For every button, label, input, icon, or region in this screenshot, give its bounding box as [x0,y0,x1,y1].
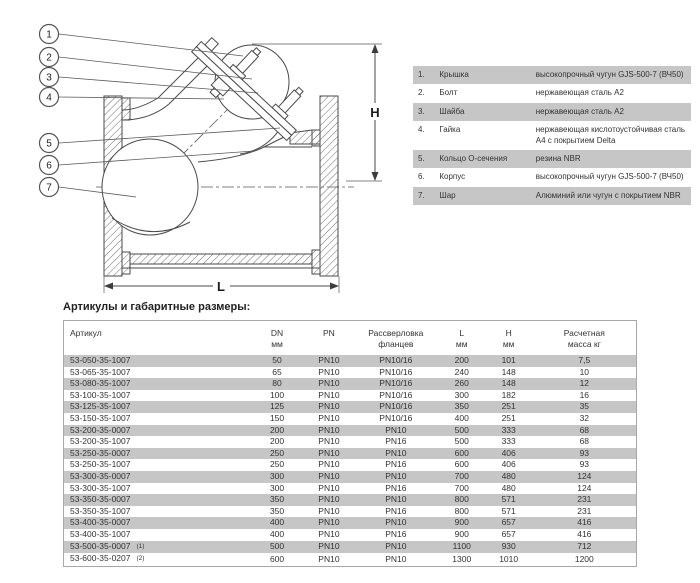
drill-cell: PN16 [385,482,407,493]
part-name: Корпус [439,172,466,182]
part-name: Шайба [439,106,465,116]
pn-cell: PN10 [318,470,340,481]
callout-4 [40,88,59,107]
article-cell [64,553,250,566]
right-flange [320,96,338,276]
pn-cell: PN10 [318,505,340,516]
drill-cell: PN10 [385,447,407,458]
mass-cell: 231 [577,505,592,516]
table-row [64,483,637,495]
h-cell: 148 [501,366,516,377]
article-cell [64,448,250,460]
parts-row [413,168,691,186]
column-header: Артикул [70,328,102,338]
column-header: Рассверловка [368,328,424,338]
article-number: 53-500-35-0007 [70,540,131,551]
table-row [64,448,637,460]
h-cell: 657 [501,517,516,528]
dn-cell: 100 [269,389,285,400]
table-row [64,506,637,518]
dim-l-label: L [217,279,225,294]
table-row [64,425,637,437]
l-cell: 900 [454,528,469,539]
dn-cell: 80 [272,378,282,389]
part-material: высокопрочный чугун GJS-500-7 (ВЧ50) [535,70,684,79]
pn-cell: PN10 [318,366,340,377]
part-name: Болт [439,88,458,98]
part-material: нержавеющая кислотоустойчивая сталь А4 с покрытием Delta [535,125,686,145]
part-name: Кольцо О-сечения [439,153,508,163]
l-cell: 800 [454,505,469,516]
parts-row [413,66,691,84]
callout-5-label: 5 [46,138,52,150]
mass-cell: 93 [579,447,590,458]
drill-cell: PN10 [385,424,407,435]
l-cell: 500 [454,436,469,447]
article-cell [64,413,250,425]
article-number: 53-050-35-1007 [70,355,131,365]
part-number: 6. [418,172,425,182]
pn-cell: PN10 [318,436,340,447]
h-cell: 333 [501,424,516,435]
drill-cell: PN10/16 [379,401,413,412]
left-flange-hub-bottom [122,252,130,274]
right-flange-hub-bottom [312,250,320,274]
parts-row [413,150,691,168]
pn-cell: PN10 [318,412,340,423]
h-cell: 251 [501,412,516,423]
left-flange-hub-top [122,98,130,120]
dim-table-head [64,321,637,356]
part-number: 3. [418,106,425,116]
h-cell: 251 [501,401,516,412]
article-cell [64,355,250,367]
part-material: резина NBR [535,153,581,163]
h-cell: 480 [501,482,516,493]
drill-cell: PN10/16 [379,412,413,423]
article-cell [64,471,250,483]
mass-cell: 32 [579,412,590,423]
pn-cell: PN10 [318,389,340,400]
callout-1-label: 1 [46,29,52,41]
column-header: PN [323,328,335,338]
parts-row [413,187,691,205]
callout-6-label: 6 [46,160,52,172]
l-cell: 600 [454,459,469,470]
l-cell: 1100 [452,541,471,551]
mass-cell: 68 [579,424,590,435]
callout-5 [40,134,59,153]
callout-3 [40,68,59,87]
part-material: нержавеющая сталь А2 [535,88,624,98]
drill-cell: PN10 [385,541,407,551]
h-cell: 1010 [499,553,519,564]
article-number: 53-250-35-1007 [70,459,131,470]
dimensions-section-title: Артикулы и габаритные размеры: [63,301,251,313]
article-cell [64,529,250,541]
dn-cell: 400 [269,517,285,528]
column-header: H [505,328,512,338]
mass-cell: 124 [577,482,592,493]
dn-cell: 300 [269,482,285,493]
article-number: 53-350-35-0007 [70,494,131,505]
parts-materials-table [413,66,691,205]
table-row [64,517,637,529]
part-material: высокопрочный чугун GJS-500-7 (ВЧ50) [535,172,684,182]
dn-cell: 400 [269,528,285,539]
article-cell [64,390,250,402]
article-cell [64,517,250,529]
parts-row [413,84,691,102]
pn-cell: PN10 [318,541,340,551]
body-bottom-wall [130,254,312,264]
dn-cell: 150 [269,412,285,423]
drill-cell: PN16 [385,505,407,516]
callout-7 [40,178,59,197]
neck-inner-line [169,61,212,104]
l-cell: 900 [454,517,469,528]
article-cell [64,459,250,471]
part-material: нержавеющая сталь А2 [535,106,624,116]
article-number: 53-150-35-1007 [70,412,131,423]
mass-cell: 16 [579,389,590,400]
article-number: 53-200-35-1007 [70,436,131,447]
l-cell: 700 [454,482,469,493]
article-number: 53-100-35-1007 [70,389,131,400]
article-number: 53-350-35-1007 [70,505,131,516]
table-row [64,378,637,390]
callout-1 [40,25,59,44]
article-cell [64,506,250,518]
article-number: 53-125-35-1007 [70,401,131,412]
part-number: 2. [418,88,425,98]
dn-cell: 500 [269,541,285,551]
drill-cell: PN10/16 [379,378,413,389]
table-row [64,436,637,448]
column-header: DN [270,328,284,338]
pn-cell: PN10 [318,517,340,528]
parts-row [413,103,691,121]
h-cell: 182 [501,389,516,400]
neck-outer-line [158,52,204,98]
h-cell: 148 [501,378,516,389]
article-number: 53-200-35-0007 [70,424,131,435]
drill-cell: PN10 [385,470,407,481]
mass-cell: 124 [577,470,592,481]
h-cell: 571 [501,494,516,505]
part-number: 1. [418,70,425,79]
h-cell: 657 [501,528,516,539]
l-cell: 350 [454,401,469,412]
l-cell: 700 [454,470,469,481]
table-row [64,459,637,471]
dn-cell: 50 [272,355,282,365]
parts-row [413,121,691,150]
table-row [64,355,637,367]
articles-dimensions-table [63,320,637,567]
column-header: Расчетная [563,328,605,338]
h-cell: 101 [501,355,516,365]
callout-2 [40,48,59,67]
h-cell: 333 [501,436,516,447]
h-cell: 571 [501,505,516,516]
column-subheader [64,339,250,355]
l-cell: 1300 [452,553,472,564]
mass-cell: 7,5 [578,355,591,365]
pn-cell: PN10 [318,459,340,470]
mass-cell: 35 [579,401,590,412]
table-row [64,541,637,554]
drill-cell: PN16 [385,436,407,447]
column-subheader: мм [502,339,515,349]
mass-cell: 12 [579,378,590,389]
article-cell [64,483,250,495]
table-row [64,413,637,425]
mass-cell: 416 [577,528,592,539]
dim-table-body [64,355,637,566]
article-cell [64,541,250,554]
dn-cell: 125 [269,401,285,412]
mass-cell: 231 [577,494,592,505]
pn-cell: PN10 [318,482,340,493]
article-number: 53-300-35-1007 [70,482,131,493]
header-row-2 [64,339,637,355]
callout-3-label: 3 [46,72,52,84]
article-cell [64,401,250,413]
article-number: 53-400-35-0007 [70,517,131,528]
callout-2-label: 2 [46,52,52,64]
part-name: Крышка [439,70,469,79]
pn-cell: PN10 [318,424,340,435]
pn-cell: PN10 [318,528,340,539]
l-cell: 300 [454,389,469,400]
table-row [64,390,637,402]
l-cell: 800 [454,494,469,505]
dn-cell: 250 [269,447,285,458]
dn-cell: 200 [269,436,285,447]
article-cell [64,367,250,379]
footnote-marker: (2) [136,555,145,563]
h-cell: 406 [501,447,516,458]
column-subheader [305,339,353,355]
column-subheader: фланцев [378,339,414,349]
mass-cell: 1200 [574,553,594,564]
dn-cell: 350 [269,505,285,516]
pn-cell: PN10 [318,401,340,412]
part-number: 4. [418,125,425,135]
article-number: 53-600-35-0207 [70,553,131,564]
dn-cell: 65 [272,366,282,377]
part-material: Алюминий или чугун с покрытием NBR [535,190,681,200]
table-row [64,494,637,506]
article-cell [64,436,250,448]
article-cell [64,425,250,437]
table-row [64,367,637,379]
mass-cell: 10 [579,366,590,377]
right-flange-hub-top [312,130,320,146]
part-name: Шар [439,190,456,200]
mass-cell: 712 [577,541,592,551]
article-number: 53-400-35-1007 [70,528,131,539]
mass-cell: 93 [579,459,590,470]
dim-h-label: H [370,105,380,120]
drill-cell: PN10/16 [379,389,413,400]
h-cell: 406 [501,459,516,470]
pn-cell: PN10 [318,494,340,505]
pn-cell: PN10 [318,378,340,389]
pn-cell: PN10 [318,553,340,564]
dimension-l [104,276,339,294]
h-cell: 930 [501,541,516,551]
dn-cell: 200 [269,424,285,435]
dn-cell: 300 [269,470,285,481]
table-row [64,553,637,566]
column-header: L [459,328,465,338]
drill-cell: PN10/16 [379,366,413,377]
drill-cell: PN16 [385,459,407,470]
dn-cell: 350 [269,494,285,505]
drill-cell: PN10 [385,553,407,564]
drill-cell: PN10 [385,517,407,528]
dn-cell: 600 [269,553,285,564]
mass-cell: 68 [579,436,590,447]
parts-list-body [413,66,691,205]
table-row [64,401,637,413]
l-cell: 500 [454,424,469,435]
l-cell: 240 [454,366,469,377]
part-number: 7. [418,190,425,200]
valve-cross-section-diagram [0,0,410,300]
article-cell [64,494,250,506]
part-name: Гайка [439,125,461,135]
l-cell: 260 [454,378,469,389]
h-cell: 480 [501,470,516,481]
part-number: 5. [418,153,425,163]
article-number: 53-250-35-0007 [70,447,131,458]
mass-cell: 416 [577,517,592,528]
column-subheader: мм [271,339,283,349]
dn-cell: 250 [269,459,285,470]
pn-cell: PN10 [318,447,340,458]
article-number: 53-065-35-1007 [70,366,131,377]
seat-channel-curve [198,134,290,162]
article-number: 53-080-35-1007 [70,378,131,389]
article-number: 53-300-35-0007 [70,470,131,481]
drill-cell: PN10 [385,494,407,505]
callout-6 [40,156,59,175]
l-cell: 600 [454,447,469,458]
pn-cell: PN10 [318,355,340,365]
callout-4-label: 4 [46,92,52,104]
column-subheader: мм [455,339,468,349]
table-row [64,529,637,541]
column-subheader: масса кг [567,339,601,349]
article-cell [64,378,250,390]
drill-cell: PN16 [385,528,407,539]
callout-7-label: 7 [46,182,52,194]
header-row-1 [64,321,637,340]
table-row [64,471,637,483]
l-cell: 200 [454,355,469,365]
footnote-marker: (1) [136,542,145,550]
drill-cell: PN10/16 [379,355,413,365]
l-cell: 400 [454,412,469,423]
